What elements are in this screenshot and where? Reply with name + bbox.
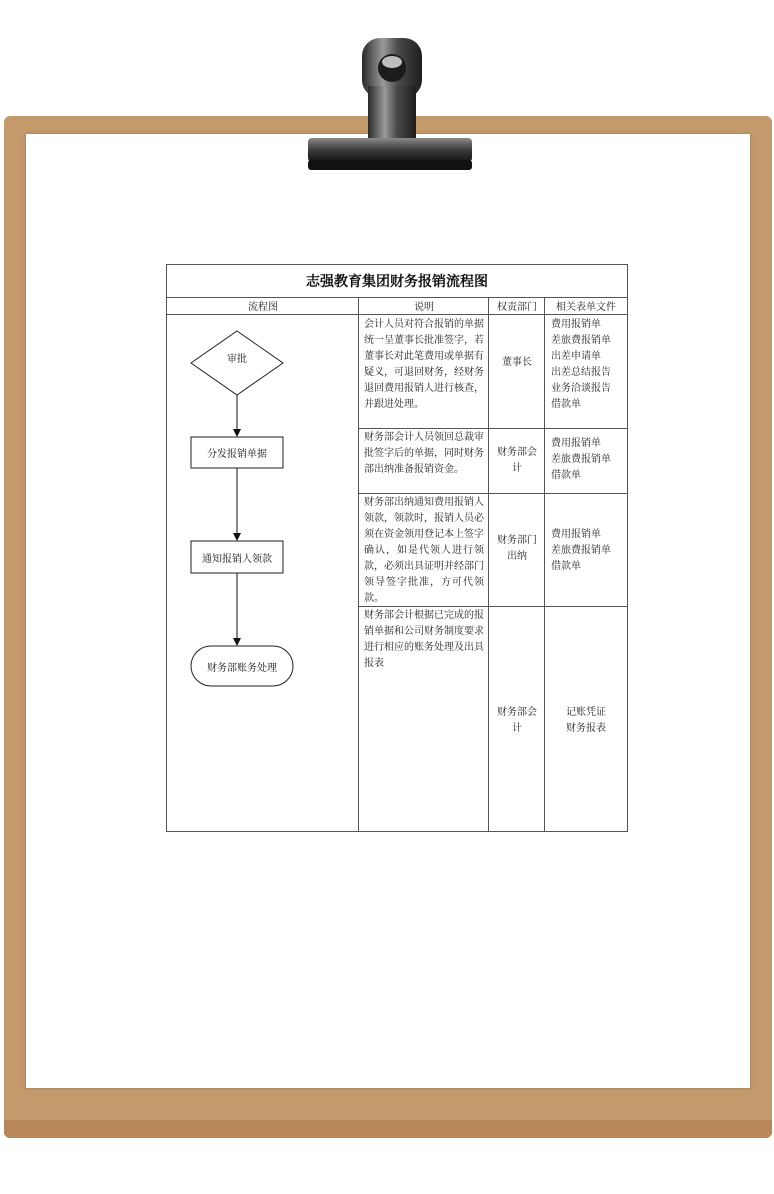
document-item: 费用报销单: [551, 319, 601, 330]
binder-clip-icon: [296, 28, 476, 178]
document-item: 费用报销单: [551, 438, 601, 449]
row-2-description: 财务部会计人员领回总裁审批签字后的单据，同时财务部出纳准备报销资金。: [364, 432, 484, 475]
document-item: 出差总结报告: [551, 367, 611, 378]
row-4-description: 财务部会计根据已完成的报销单据和公司财务制度要求进行相应的账务处理及出具报表: [364, 610, 484, 669]
flow-node-accounting: 财务部账务处理: [207, 662, 277, 674]
header-docs: 相关表单文件: [545, 297, 627, 315]
row-4-documents: [545, 705, 627, 737]
document-item: 差旅费报销单: [551, 335, 611, 346]
flow-node-notify: 通知报销人领款: [202, 553, 272, 565]
document-item: 借款单: [551, 561, 581, 572]
row-1-description: 会计人员对符合报销的单据统一呈董事长批准签字，若董事长对此笔费用或单据有疑义，可退回财务，经财务退回费用报销人进行核查，并跟进处理。: [364, 319, 484, 410]
row-3-department: 财务部门出纳: [497, 535, 537, 562]
flowchart-table: [166, 264, 628, 832]
flow-node-distribute: 分发报销单据: [207, 449, 267, 460]
row-3-documents: [551, 527, 627, 575]
document-item: 记账凭证: [566, 707, 606, 718]
document-item: 费用报销单: [551, 529, 601, 540]
document-item: 出差申请单: [551, 351, 601, 362]
column-divider: [544, 297, 545, 831]
document-item: 借款单: [551, 399, 581, 410]
document-item: 借款单: [551, 470, 581, 481]
document-item: 财务报表: [566, 723, 606, 734]
row-1-department: 董事长: [502, 357, 532, 368]
flow-node-approve: 审批: [227, 353, 247, 365]
header-flow: 流程图: [167, 297, 359, 315]
header-desc: 说明: [359, 297, 489, 315]
row-2-documents: [551, 436, 627, 484]
row-3-description: 财务部出纳通知费用报销人领款，领款时，报销人员必须在资金领用登记本上签字确认，如是代领人进行领款，必须出具证明并经部门领导签字批准，方可代领款。: [364, 497, 484, 604]
column-divider: [488, 297, 489, 831]
clipboard-board-edge: [4, 1120, 772, 1138]
document-item: 差旅费报销单: [551, 454, 611, 465]
document-item: 差旅费报销单: [551, 545, 611, 556]
document-item: 业务洽谈报告: [551, 383, 611, 394]
row-4-department: 财务部会计: [497, 707, 537, 734]
flowchart-diagram: [167, 315, 358, 831]
row-divider: [359, 428, 627, 429]
row-divider: [359, 493, 627, 494]
row-2-department: 财务部会计: [497, 447, 537, 474]
header-dept: 权责部门: [489, 297, 545, 315]
column-divider: [358, 297, 359, 831]
row-1-documents: [551, 317, 627, 413]
document-title: 志强教育集团财务报销流程图: [167, 265, 627, 298]
